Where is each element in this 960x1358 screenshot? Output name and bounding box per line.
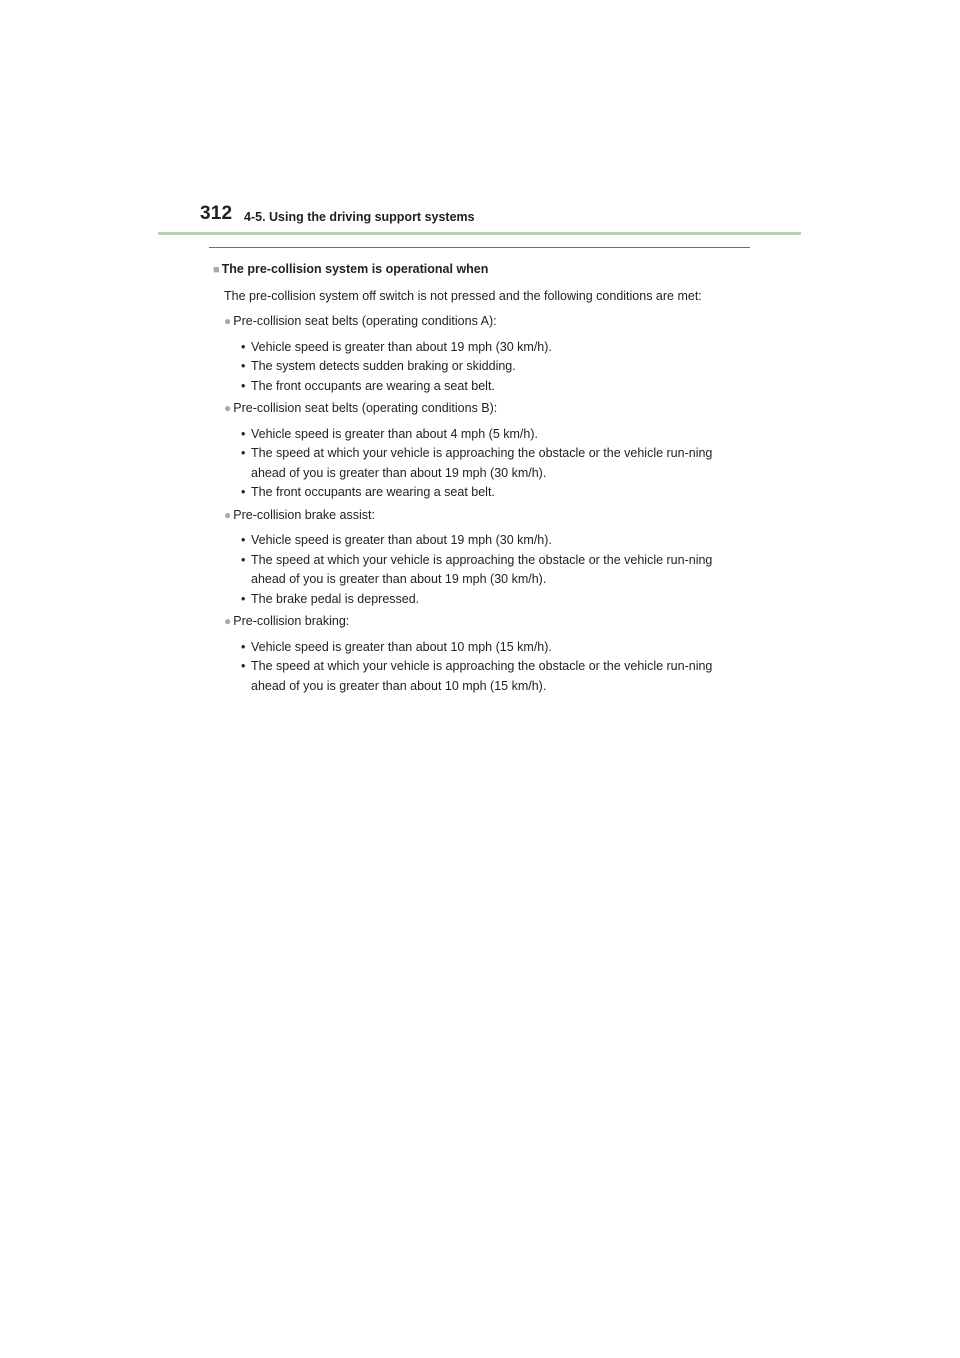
bullet-dot-icon: •: [241, 359, 246, 373]
condition-group-label: [224, 506, 747, 526]
section-heading-text: The pre-collision system is operational when: [221, 262, 489, 276]
condition-group-label: [224, 399, 747, 419]
bullet-dot-icon: •: [241, 552, 246, 567]
bullet-dot-icon: •: [241, 591, 246, 606]
list-item: [213, 483, 747, 503]
condition-group: [213, 506, 747, 610]
header-rule: [158, 232, 801, 235]
bullet-dot-icon: •: [241, 533, 246, 547]
condition-list: [213, 425, 747, 503]
condition-group: [213, 399, 747, 503]
list-item-text: Vehicle speed is greater than about 10 mph (15 km/h).: [251, 639, 552, 654]
bullet-dot-icon: •: [241, 339, 246, 354]
condition-group-label-text: Pre-collision braking:: [233, 614, 350, 628]
list-item-text: The system detects sudden braking or skidding.: [251, 359, 516, 373]
list-item: [213, 444, 747, 483]
list-item: [213, 638, 747, 658]
condition-group-label-text: Pre-collision seat belts (operating conditions B):: [233, 401, 498, 415]
circle-bullet-icon: ●: [224, 507, 232, 522]
content-rule: [209, 247, 750, 248]
condition-list: [213, 531, 747, 609]
circle-bullet-icon: ●: [224, 314, 232, 328]
list-item: [213, 357, 747, 377]
list-item-text: The front occupants are wearing a seat belt.: [251, 485, 495, 499]
list-item: [213, 551, 747, 590]
square-bullet-icon: ■: [213, 264, 220, 276]
list-item: [213, 531, 747, 551]
condition-list: [213, 638, 747, 697]
circle-bullet-icon: ●: [224, 401, 232, 415]
condition-group: [213, 312, 747, 396]
bullet-dot-icon: •: [241, 426, 246, 441]
circle-bullet-icon: ●: [224, 614, 232, 628]
content-area: [213, 260, 747, 699]
list-item: [213, 425, 747, 445]
list-item-text: The front occupants are wearing a seat belt.: [251, 378, 495, 393]
list-item-text: Vehicle speed is greater than about 19 mph (30 km/h).: [251, 533, 552, 547]
list-item: [213, 338, 747, 358]
condition-group-label-text: Pre-collision seat belts (operating conditions A):: [233, 314, 497, 328]
condition-group: [213, 612, 747, 696]
condition-group-label: [224, 312, 747, 332]
list-item-text: The speed at which your vehicle is approaching the obstacle or the vehicle run-ning ahead of you is greater than about 10 mph (15 km/h).: [251, 659, 713, 693]
bullet-dot-icon: •: [241, 446, 246, 460]
bullet-dot-icon: •: [241, 659, 246, 673]
condition-group-label-text: Pre-collision brake assist:: [233, 507, 375, 522]
list-item-text: The speed at which your vehicle is approaching the obstacle or the vehicle run-ning ahead of you is greater than about 19 mph (30 km/h).: [251, 552, 713, 586]
list-item-text: Vehicle speed is greater than about 19 mph (30 km/h).: [251, 339, 552, 354]
list-item-text: Vehicle speed is greater than about 4 mph (5 km/h).: [251, 426, 538, 441]
section-title: 4-5. Using the driving support systems: [244, 210, 475, 224]
bullet-dot-icon: •: [241, 639, 246, 654]
list-item: [213, 377, 747, 397]
list-item: [213, 657, 747, 696]
list-item-text: The brake pedal is depressed.: [251, 591, 420, 606]
section-heading: [213, 260, 747, 281]
list-item: [213, 590, 747, 610]
page-number: 312: [200, 203, 233, 224]
bullet-dot-icon: •: [241, 378, 246, 393]
bullet-dot-icon: •: [241, 485, 246, 499]
condition-group-label: [224, 612, 747, 632]
intro-paragraph: The pre-collision system off switch is not pressed and the following conditions are met:: [224, 288, 702, 303]
condition-list: [213, 338, 747, 397]
list-item-text: The speed at which your vehicle is approaching the obstacle or the vehicle run-ning ahead of you is greater than about 19 mph (30 km/h).: [251, 446, 713, 480]
